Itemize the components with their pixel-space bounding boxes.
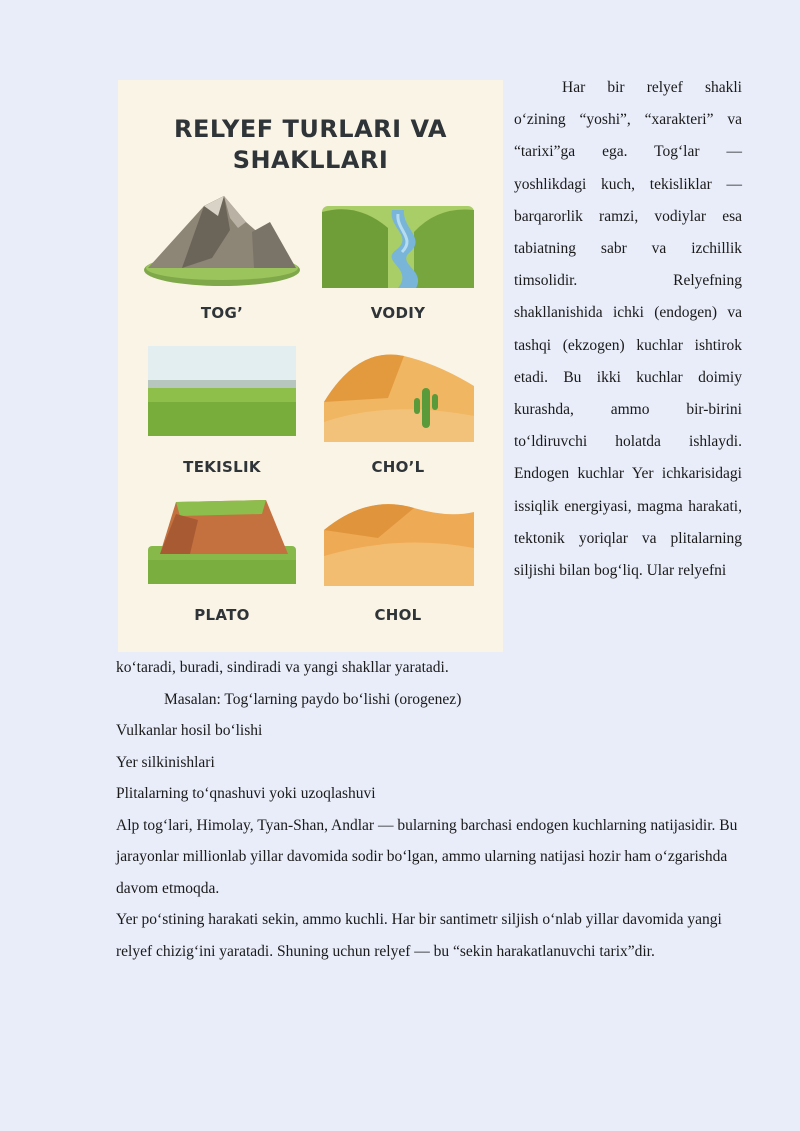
relief-types-illustration — [118, 80, 503, 652]
example-item-plates: Plitalarning to‘qnashuvi yoki uzoqlashuvi — [116, 785, 376, 802]
example-item-earthquakes: Yer silkinishlari — [116, 753, 215, 771]
tile-desert — [318, 342, 478, 482]
illustration-title-line1: RELYEF TURLARI VA — [174, 115, 447, 143]
side-paragraph-block — [514, 72, 742, 587]
continuation-line: ko‘taradi, buradi, sindiradi va yangi shakllar yaratadi. — [116, 659, 449, 676]
tile-dunes — [318, 490, 478, 630]
paragraph-mountains: Alp tog‘lari, Himolay, Tyan-Shan, Andlar — bularning barchasi endogen kuchlarning natijasidir. Bu jarayonlar millionlab yillar davomida sodir bo‘lgan, ammo ularning natijasi hozir ham o‘zgarishda davom etmoqda. — [116, 816, 738, 897]
tile-label-tog: TOG’ — [200, 304, 244, 322]
tile-label-plato: PLATO — [194, 606, 250, 624]
tile-label-tekislik: TEKISLIK — [183, 458, 261, 476]
paragraph-crust-movement: Yer po‘stining harakati sekin, ammo kuchli. Har bir santimetr siljish o‘nlab yillar davomida yangi relyef chizig‘ini yaratadi. Shuning uchun relyef — bu “sekin harakatlanuvchi tarix”dir. — [116, 911, 722, 960]
plain-icon — [142, 342, 302, 452]
example-heading: Masalan: Tog‘larning paydo bo‘lishi (orogenez) — [164, 690, 462, 708]
side-paragraph: Har bir relyef shakli o‘zining “yoshi”, “xarakteri” va “tarixi”ga ega. Tog‘lar — yoshlikdagi kuch, tekisliklar — barqarorlik ramzi, vodiylar esa tabiatning sabr va izchillik timsolidir. Relyefning shakllanishida ichki (endogen) va tashqi (ekzogen) kuchlar ishtirok etadi. Bu ikki kuchlar doimiy kurashda, ammo bir-birini to‘ldiruvchi holatda ishlaydi. Endogen kuchlar Yer ichkarisidagi issiqlik energiyasi, magma harakati, tektonik yoriqlar va plitalarning siljishi bilan bog‘liq. Ular relyefni — [514, 79, 742, 580]
tile-plateau — [142, 490, 302, 630]
plateau-icon — [142, 490, 302, 600]
valley-icon — [318, 188, 478, 298]
tile-label-chol-dunes: CHOL — [374, 606, 422, 624]
mountain-icon — [142, 188, 302, 298]
tile-plain — [142, 342, 302, 482]
illustration-title — [118, 114, 503, 176]
tile-mountain — [142, 188, 302, 328]
dunes-icon — [318, 490, 478, 600]
example-item-volcanoes: Vulkanlar hosil bo‘lishi — [116, 722, 263, 739]
desert-icon — [318, 342, 478, 452]
body-text-block — [116, 652, 746, 967]
tile-label-chol: CHO’L — [371, 458, 425, 476]
tile-valley — [318, 188, 478, 328]
tile-label-vodiy: VODIY — [370, 304, 426, 322]
illustration-title-line2: SHAKLLARI — [232, 146, 389, 174]
